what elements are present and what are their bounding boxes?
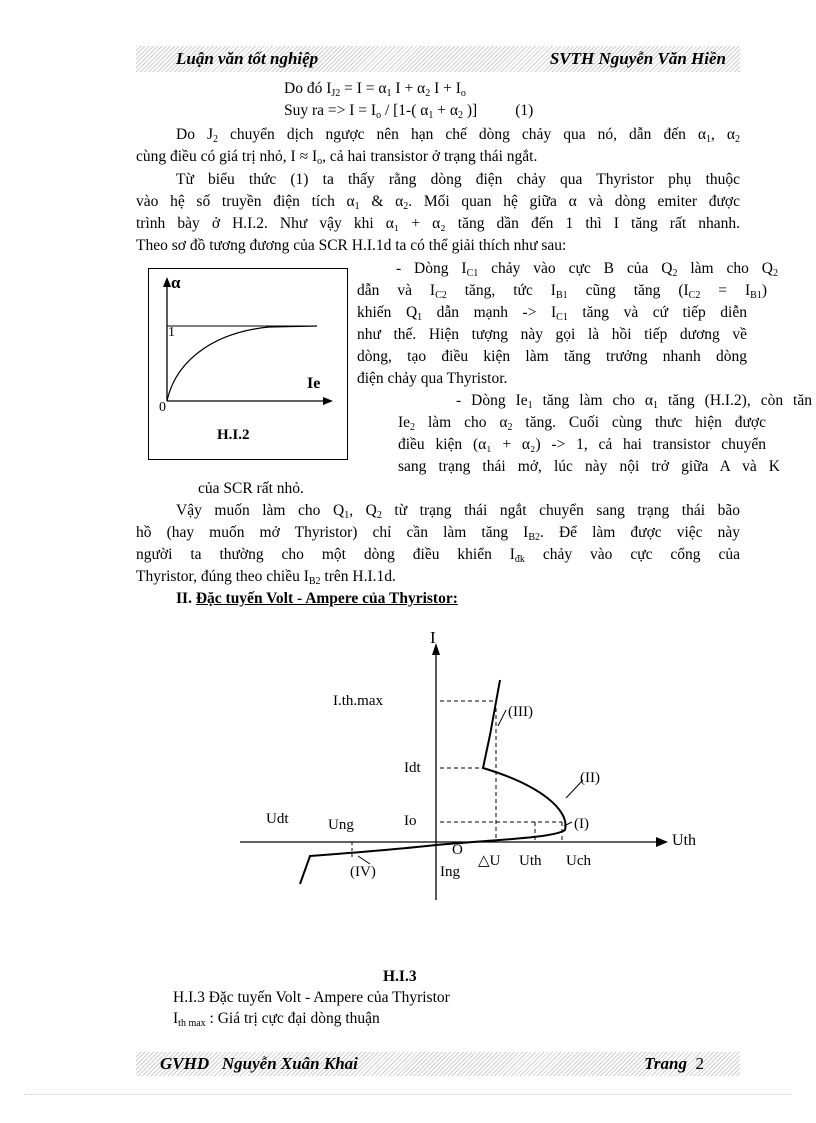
paragraph-2-line-1: Từ biểu thức (1) ta thấy rằng dòng điện chảy qua Thyristor phụ thuộc xyxy=(176,171,740,188)
uth-label: Uth xyxy=(519,853,542,869)
header-left: Luận văn tốt nghiệp xyxy=(176,49,319,68)
paragraph-3-line-6: điện chảy qua Thyristor. xyxy=(357,370,508,387)
paragraph-3-line-5: dòng, tạo điều kiện làm tăng trưởng nhanh dòng xyxy=(357,348,747,365)
paragraph-5-line-2: hồ (hay muốn mở Thyristor) chỉ cần làm tăng $I_{B2}$. Để làm được việc này xyxy=(136,524,740,543)
paragraph-3-line-1: - Dòng $I_{C1}$ chảy vào cực B của $Q_2$ làm cho $Q_2$ xyxy=(396,260,778,279)
ie-label: Ie xyxy=(307,375,321,392)
paragraph-4-line-1: - Dòng $Ie_1$ tăng làm cho $\alpha_1$ tăng (H.I.2), còn tăn xyxy=(456,392,812,411)
voltage-axis-arrow xyxy=(656,837,668,847)
paragraph-2-line-2: vào hệ số truyền điện tích $\alpha_1$ & $\alpha_2$. Mối quan hệ giữa α và dòng emiter được xyxy=(136,193,740,212)
paragraph-4-line-2: $Ie_2$ làm cho $\alpha_2$ tăng. Cuối cùng thưc hiện được xyxy=(398,414,766,433)
region-ii-label: (II) xyxy=(580,770,600,786)
ing-label: Ing xyxy=(440,864,460,880)
header-right: SVTH Nguyễn Văn Hiền xyxy=(549,49,726,68)
origin-o-label: O xyxy=(452,842,463,858)
footer-page: Trang 2 xyxy=(644,1054,704,1073)
fig3-description: H.I.3 Đặc tuyến Volt - Ampere của Thyristor xyxy=(173,989,450,1006)
page-footer xyxy=(136,1052,740,1076)
io-label: Io xyxy=(404,813,417,829)
page-bottom-rule xyxy=(24,1094,792,1095)
formula-1: Do đó $I_{J2} = I = \alpha_1$ $I + \alpha_2$ $I + I_o$ xyxy=(284,80,466,99)
paragraph-3-line-2: dẫn và $I_{C2}$ tăng, tức $I_{B1}$ cũng tăng $(I_{C2} = I_{B1})$ xyxy=(357,282,768,301)
paragraph-4-line-3: điều kiện (α₁ + α₂) -> 1, cả hai transistor chuyển xyxy=(398,436,766,453)
paragraph-5-line-3: người ta thường cho một dòng điều khiển $I_{đk}$ chảy vào cực cổng của xyxy=(136,546,740,565)
paragraph-4-line-5: của SCR rất nhỏ. xyxy=(198,480,304,497)
ung-label: Ung xyxy=(328,817,354,833)
uch-label: Uch xyxy=(566,853,591,869)
region-i-label: (I) xyxy=(574,816,589,832)
paragraph-1-line-1: Do $J_2$ chuyển dịch ngược nên hạn chế dòng chảy qua nó, dẫn đến $\alpha_1$, $\alpha_2$ xyxy=(176,126,740,145)
paragraph-1-line-2: cùng điều có giá trị nhỏ, $I \approx I_o$, cả hai transistor ở trạng thái ngắt. xyxy=(136,148,538,167)
formula-2: Suy ra => $I = I_o / [1-$( $\alpha_1 + \alpha_2$ )] (1) xyxy=(284,102,534,121)
idt-label: Idt xyxy=(404,760,421,776)
paragraph-2-line-3: trình bày ở H.I.2. Như vậy khi α₁ + α₂ tăng dần đến 1 thì I tăng rất nhanh. xyxy=(136,215,740,232)
region-iii-label: (III) xyxy=(508,704,533,720)
paragraph-3-line-4: như thế. Hiện tượng này gọi là hồi tiếp dương về xyxy=(357,326,747,343)
delta-u-label: △U xyxy=(478,853,501,869)
ithmax-definition: $I_{th max}$ : Giá trị cực đại dòng thuận xyxy=(173,1010,380,1029)
one-label: 1 xyxy=(168,325,175,340)
paragraph-4-line-4: sang trạng thái mở, lúc này nội trở giữa A và K xyxy=(398,458,780,475)
paragraph-5-line-1: Vậy muốn làm cho $Q_1$, $Q_2$ từ trạng thái ngắt chuyển sang trạng thái bão xyxy=(176,502,740,521)
paragraph-5-line-4: Thyristor, đúng theo chiều $I_{B2}$ trên H.I.1d. xyxy=(136,568,396,587)
section-heading: II. Đặc tuyến Volt - Ampere của Thyristor: xyxy=(176,590,458,607)
fig2-caption: H.I.2 xyxy=(217,427,250,443)
region-iv-label: (IV) xyxy=(350,864,376,880)
origin-label: 0 xyxy=(159,400,166,415)
axis-i-label: I xyxy=(430,628,436,647)
axis-uth-label: Uth xyxy=(672,832,696,849)
alpha-label: α xyxy=(171,273,181,292)
udt-label: Udt xyxy=(266,811,289,827)
paragraph-3-line-3: khiến $Q_1$ dẫn mạnh -> $I_{C1}$ tăng và cứ tiếp diễn xyxy=(357,304,747,323)
ithmax-label: I.th.max xyxy=(333,693,383,709)
footer-left: GVHD Nguyễn Xuân Khai xyxy=(160,1054,358,1073)
fig3-caption: H.I.3 xyxy=(383,968,417,985)
paragraph-2-line-4: Theo sơ đồ tương đương của SCR H.I.1d ta có thể giải thích như sau: xyxy=(136,237,567,254)
